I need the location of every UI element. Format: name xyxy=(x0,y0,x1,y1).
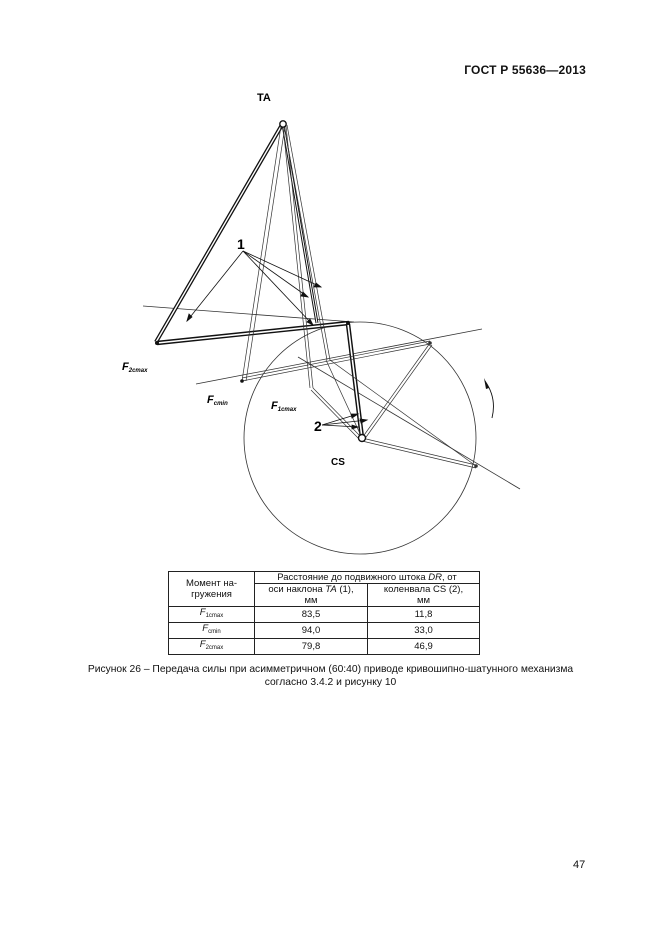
ta-pivot xyxy=(280,121,286,127)
label-fcmin: Fcmin xyxy=(207,394,228,407)
table-row: $F_{cmin}$ 94,0 33,0 xyxy=(169,623,480,639)
distance-table xyxy=(168,571,480,655)
header-ta: оси наклона TA (1), мм xyxy=(255,584,368,607)
figure-caption: Рисунок 26 – Передача силы при асимметричном (60:40) приводе кривошипно-шатунного механизма согласно 3.4.2 и рисунку 10 xyxy=(87,664,574,688)
label-ta: TA xyxy=(257,92,271,104)
standard-header: ГОСТ Р 55636—2013 xyxy=(464,63,586,77)
label-callout-1: 1 xyxy=(237,236,245,252)
label-f1cmax: F1cmax xyxy=(271,400,297,413)
callout-1-arrows xyxy=(187,251,321,325)
table-row: $F_{2cmax}$ 79,8 46,9 xyxy=(169,639,480,655)
guide-line-lower xyxy=(196,329,482,384)
cs-pivot xyxy=(359,435,366,442)
page-number: 47 xyxy=(573,859,586,871)
header-cs: коленвала CS (2), мм xyxy=(368,584,480,607)
header-moment: Момент на-гружения xyxy=(169,572,255,607)
label-callout-2: 2 xyxy=(314,418,322,434)
label-f2cmax: F2cmax xyxy=(122,361,148,374)
header-distance-group: Расстояние до подвижного штока DR, от xyxy=(255,572,480,584)
table-row: $F_{1cmax}$ 83,5 11,8 xyxy=(169,607,480,623)
label-cs: CS xyxy=(331,457,345,468)
